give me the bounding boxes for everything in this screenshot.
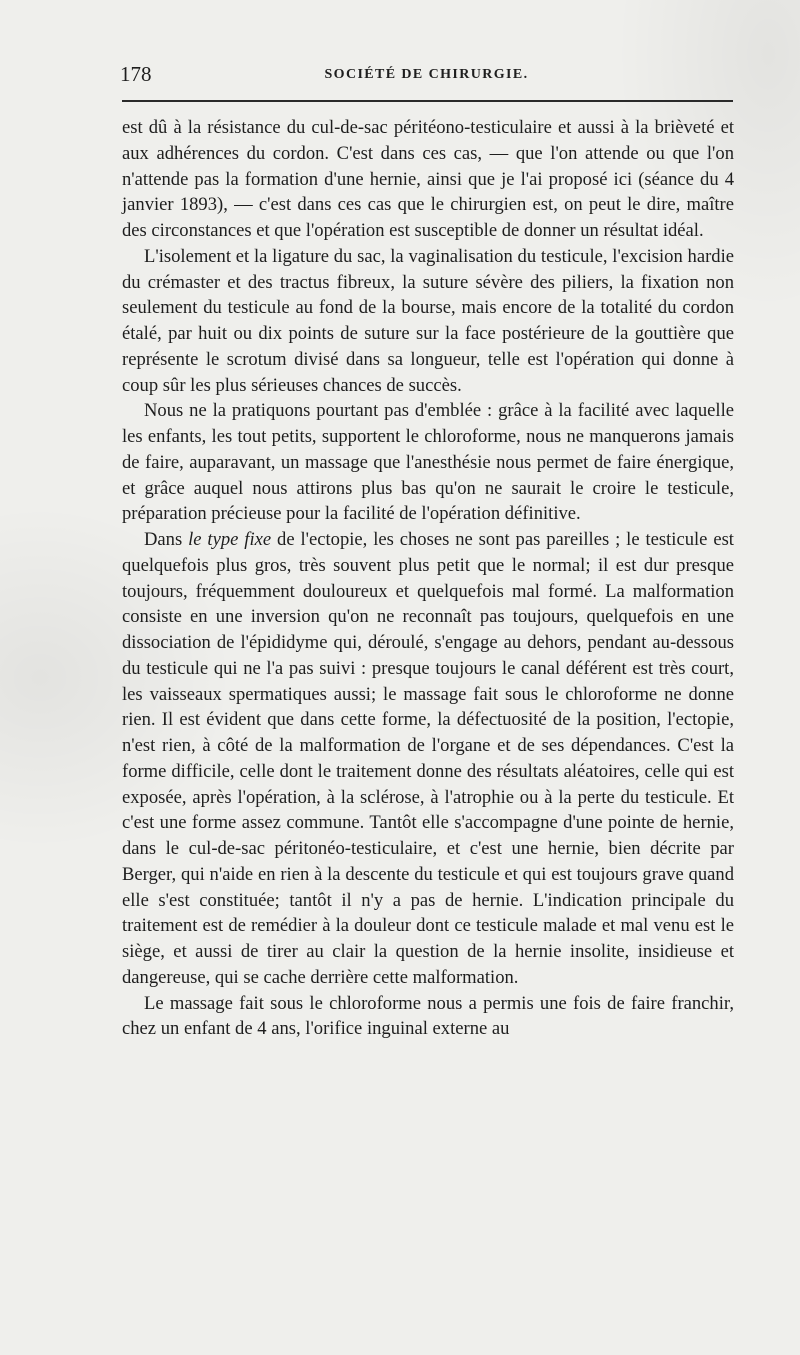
paragraph-continued: est dû à la résistance du cul-de-sac péritéono-testiculaire et aussi à la brièveté et aux adhérences du cordon. C'est dans ces cas, — que l'on attende ou que l'on n'attende pas la formation d'une hernie, ainsi que je l'ai proposé ici (séance du 4 janvier 1893), — c'est dans ces cas que le chirurgien est, on peut le dire, maître des circonstances et que l'opération est susceptible de donner un résultat idéal.: [122, 117, 734, 241]
paragraph-massage: Nous ne la pratiquons pourtant pas d'emblée : grâce à la facilité avec laquelle les enfants, les tout petits, supportent le chloroforme, nous ne manquerons jamais de faire, auparavant, un massage que l'anesthésie nous permet de faire énergique, et grâce auquel nous attirons plus bas qu'on ne saurait le croire le testicule, préparation précieuse pour la facilité de l'opération définitive.: [122, 400, 734, 525]
paragraph-type-fixe-lead: Dans: [144, 529, 189, 550]
header-rule: [122, 100, 733, 102]
paragraph-type-fixe: [122, 527, 734, 991]
page-number: 178: [120, 62, 152, 86]
paragraph-isolement: L'isolement et la ligature du sac, la vaginalisation du testicule, l'excision hardie du crémaster et des tractus fibreux, la suture sévère des piliers, la fixation non seulement du testicule au fond de la bourse, mais encore de la totalité du cordon étalé, par huit ou dix points de suture sur la face postérieure de la gouttière que représente le scrotum divisé dans sa longueur, telle est l'opération qui donne à coup sûr les plus sérieuses chances de succès.: [122, 245, 734, 396]
paragraph-final: Le massage fait sous le chloroforme nous a permis une fois de faire franchir, chez un enfant de 4 ans, l'orifice inguinal externe au: [122, 992, 734, 1040]
paragraph-type-fixe-text: de l'ectopie, les choses ne sont pas pareilles ; le testicule est quelquefois plus gros, très souvent plus petit que le normal; il est dur presque toujours, fréquemment douloureux et quelquefois mal formé. La malformation consiste en une inversion qu'on ne reconnaît pas toujours, quelquefois en une dissociation de l'épididyme qui, déroulé, s'engage au dehors, pendant au-dessous du testicule qui ne l'a pas suivi : presque toujours le canal déférent est très court, les vaisseaux spermatiques aussi; le massage fait sous le chloroforme ne donne rien. Il est évident que dans cette forme, la défectuosité de la position, l'ectopie, n'est rien, à côté de la malformation de l'organe et de ses dépendances. C'est la forme difficile, celle dont le traitement donne des résultats aléatoires, celle qui est exposée, après l'opération, à la sclérose, à l'atrophie ou à la perte du testicule. Et c'est une forme assez commune. Tantôt elle s'accompagne d'une pointe de hernie, dans le cul-de-sac péritonéo-testiculaire, et c'est une hernie, bien décrite par Berger, qui n'aide en rien à la descente du testicule et qui est toujours grave quand elle s'est constituée; tantôt il n'y a pas de hernie. L'indication principale du traitement est de remédier à la douleur dont ce testicule malade et mal venu est le siège, et aussi de tirer au clair la question de la hernie insolite, insidieuse et dangereuse, qui se cache derrière cette malformation.: [122, 529, 734, 988]
running-head: SOCIÉTÉ DE CHIRURGIE.: [324, 67, 529, 82]
type-fixe-emphasis: le type fixe: [188, 529, 272, 550]
page-header: [120, 62, 733, 92]
body-text: [122, 115, 734, 1042]
